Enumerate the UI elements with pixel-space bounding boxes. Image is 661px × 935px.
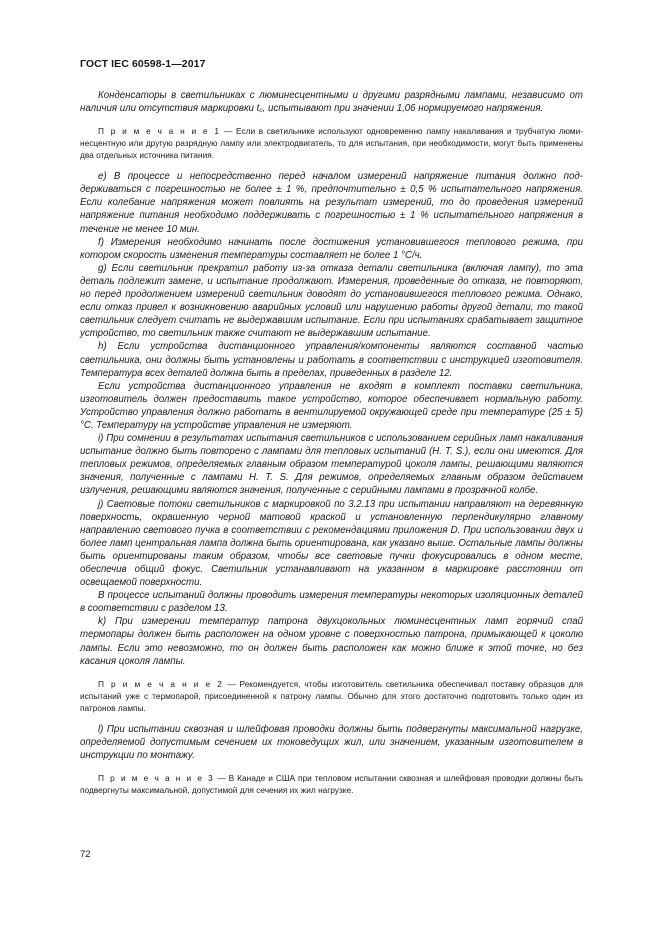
note-1-label: П р и м е ч а н и е 1: [98, 126, 221, 137]
paragraph-capacitors-text-b: , испытывают при значении 1,06 нормируемого напряжения.: [262, 103, 544, 115]
item-l: l) При испытании сквозная и шлейфовая проводки должны быть подвергнуты максимальной нагрузке, определяемой допустимым сечением их токоведущих жил, или значением, указанным изготовителем в инструкции по монтажу.: [80, 723, 583, 761]
item-h: h) Если устройства дистанционного управления/компоненты являются составной частью светильника, они должны быть установлены и работать в соответствии с инструкцией изготовителя. Температура всех деталей должна быть в пределах, приведенных в разделе 12.: [80, 341, 583, 379]
item-j: j) Световые потоки светильников с маркировкой по 3.2.13 при испытании направляют на деревянную поверхность, окрашенную черной матовой краской и установленную перпендикулярно главному направлению светового пучка в соответствии с рекомендациями приложения D. При использовании двух и более ламп центральная лампа должна быть ориентирована, как указано выше. Остальные лампы должны быть ориентированы таким образом, чтобы все световые пучки фокусировались в одном месте, обеспечив общий фокус. Светильник устанавливают на указанном в маркировке расстоянии от освещаемой поверхности.: [80, 498, 583, 589]
note-2: [80, 678, 583, 714]
item-i: i) При сомнении в результатах испытания светильников с использованием серийных ламп накаливания испытание должно быть повторено с лампами для тепловых испытаний (Н. Т. S.), если они имеются. Для тепловых режимов, определяемых главным образом температурой цоколя лампы, решающими являются значения, полученные с лампами Н. Т. S. Для режимов, определяемых главным образом действием излучения, решающими являются значения, полученные с серийными лампами в прозрачной колбе.: [80, 433, 583, 497]
note-3-label: П р и м е ч а н и е 3: [98, 773, 215, 784]
note-1: [80, 125, 583, 161]
item-g: g) Если светильник прекратил работу из-за отказа детали светильника (включая лампу), то эта деталь подлежит замене, и испытание продолжают. Измерения, проведенные до отказа, не повторяют, но перед продолжением измерений светильник доводят до установившегося теплового режима. Однако, если отказ привел к возникновению аварийных условий или нарушению работы другой детали, то такой светильник следует считать не выдержавшим испытание. Если при испытаниях срабатывает защитное устройство, то светильник также считают не выдержавшим испытание.: [80, 262, 583, 340]
item-h-continued: Если устройства дистанционного управления не входят в комплект поставки светильника, изготовитель должен предоставить такое устройство, которое обеспечивает нормальную работу. Устройство управления должно работать в вентилируемой окружающей среде при температуре (25 ± 5) °С. Температуру на устройстве управления не измеряют.: [80, 380, 583, 431]
item-e: e) В процессе и непосредственно перед началом измерений напряжение питания должно поддерживаться с погрешностью не более ± 1 %, предпочтительно ± 0,5 % испытательного напряжения. Если колебание напряжения может повлиять на результат измерений, то до проведения измерений напряжение питания необходимо поддерживать с погрешностью ± 1 % испытательного напряжения в течение не менее 10 мин.: [80, 171, 583, 235]
page-number: 72: [80, 849, 91, 860]
item-f: f) Измерения необходимо начинать после достижения установившегося теплового режима, при котором скорость изменения температуры составляет не более 1 °С/ч.: [80, 236, 583, 261]
document-page: [80, 58, 583, 805]
paragraph-capacitors-subscript: с: [259, 107, 263, 115]
document-header: ГОСТ IEC 60598-1—2017: [80, 58, 206, 70]
paragraph-capacitors-text-a: Конденсаторы в светильниках с люминесцентными и другими разрядными лампами, независимо от наличия или отсутствия маркировки t: [80, 90, 583, 115]
note-2-text: — Рекомендуется, чтобы изготовитель светильника обеспечивал поставку образцов для испытаний уже с термопарой, присоединенной к патрону лампы. Обычно для этого достаточно подготовить только один из патронов лампы.: [80, 678, 583, 713]
note-3-text: — В Канаде и США при тепловом испытании сквозная и шлейфовая проводки должны быть подвергнуты максимальной, допустимой для сечения их жил нагрузке.: [80, 773, 583, 796]
note-3: [80, 772, 583, 796]
item-j-continued: В процессе испытаний должны проводить измерения температуры некоторых изоляционных деталей в соответствии с разделом 13.: [80, 590, 583, 615]
item-k: k) При измерении температур патрона двухцокольных люминесцентных ламп горячий спай термопары должен быть расположен на одном уровне с поверхностью патрона, примыкающей к цоколю лампы. Если это невозможно, то он должен быть расположен как можно ближе к этой точке, но без касания цоколя лампы.: [80, 616, 583, 667]
paragraph-capacitors: [80, 89, 583, 115]
note-1-text: — Если в светильнике используют одновременно лампу накаливания и трубчатую люминесцентную или другую разрядную лампу или электродвигатель, то для испытания, при необходимости, могут быть применены два отдельных источника питания.: [80, 126, 583, 161]
note-2-label: П р и м е ч а н и е 2: [98, 678, 224, 689]
